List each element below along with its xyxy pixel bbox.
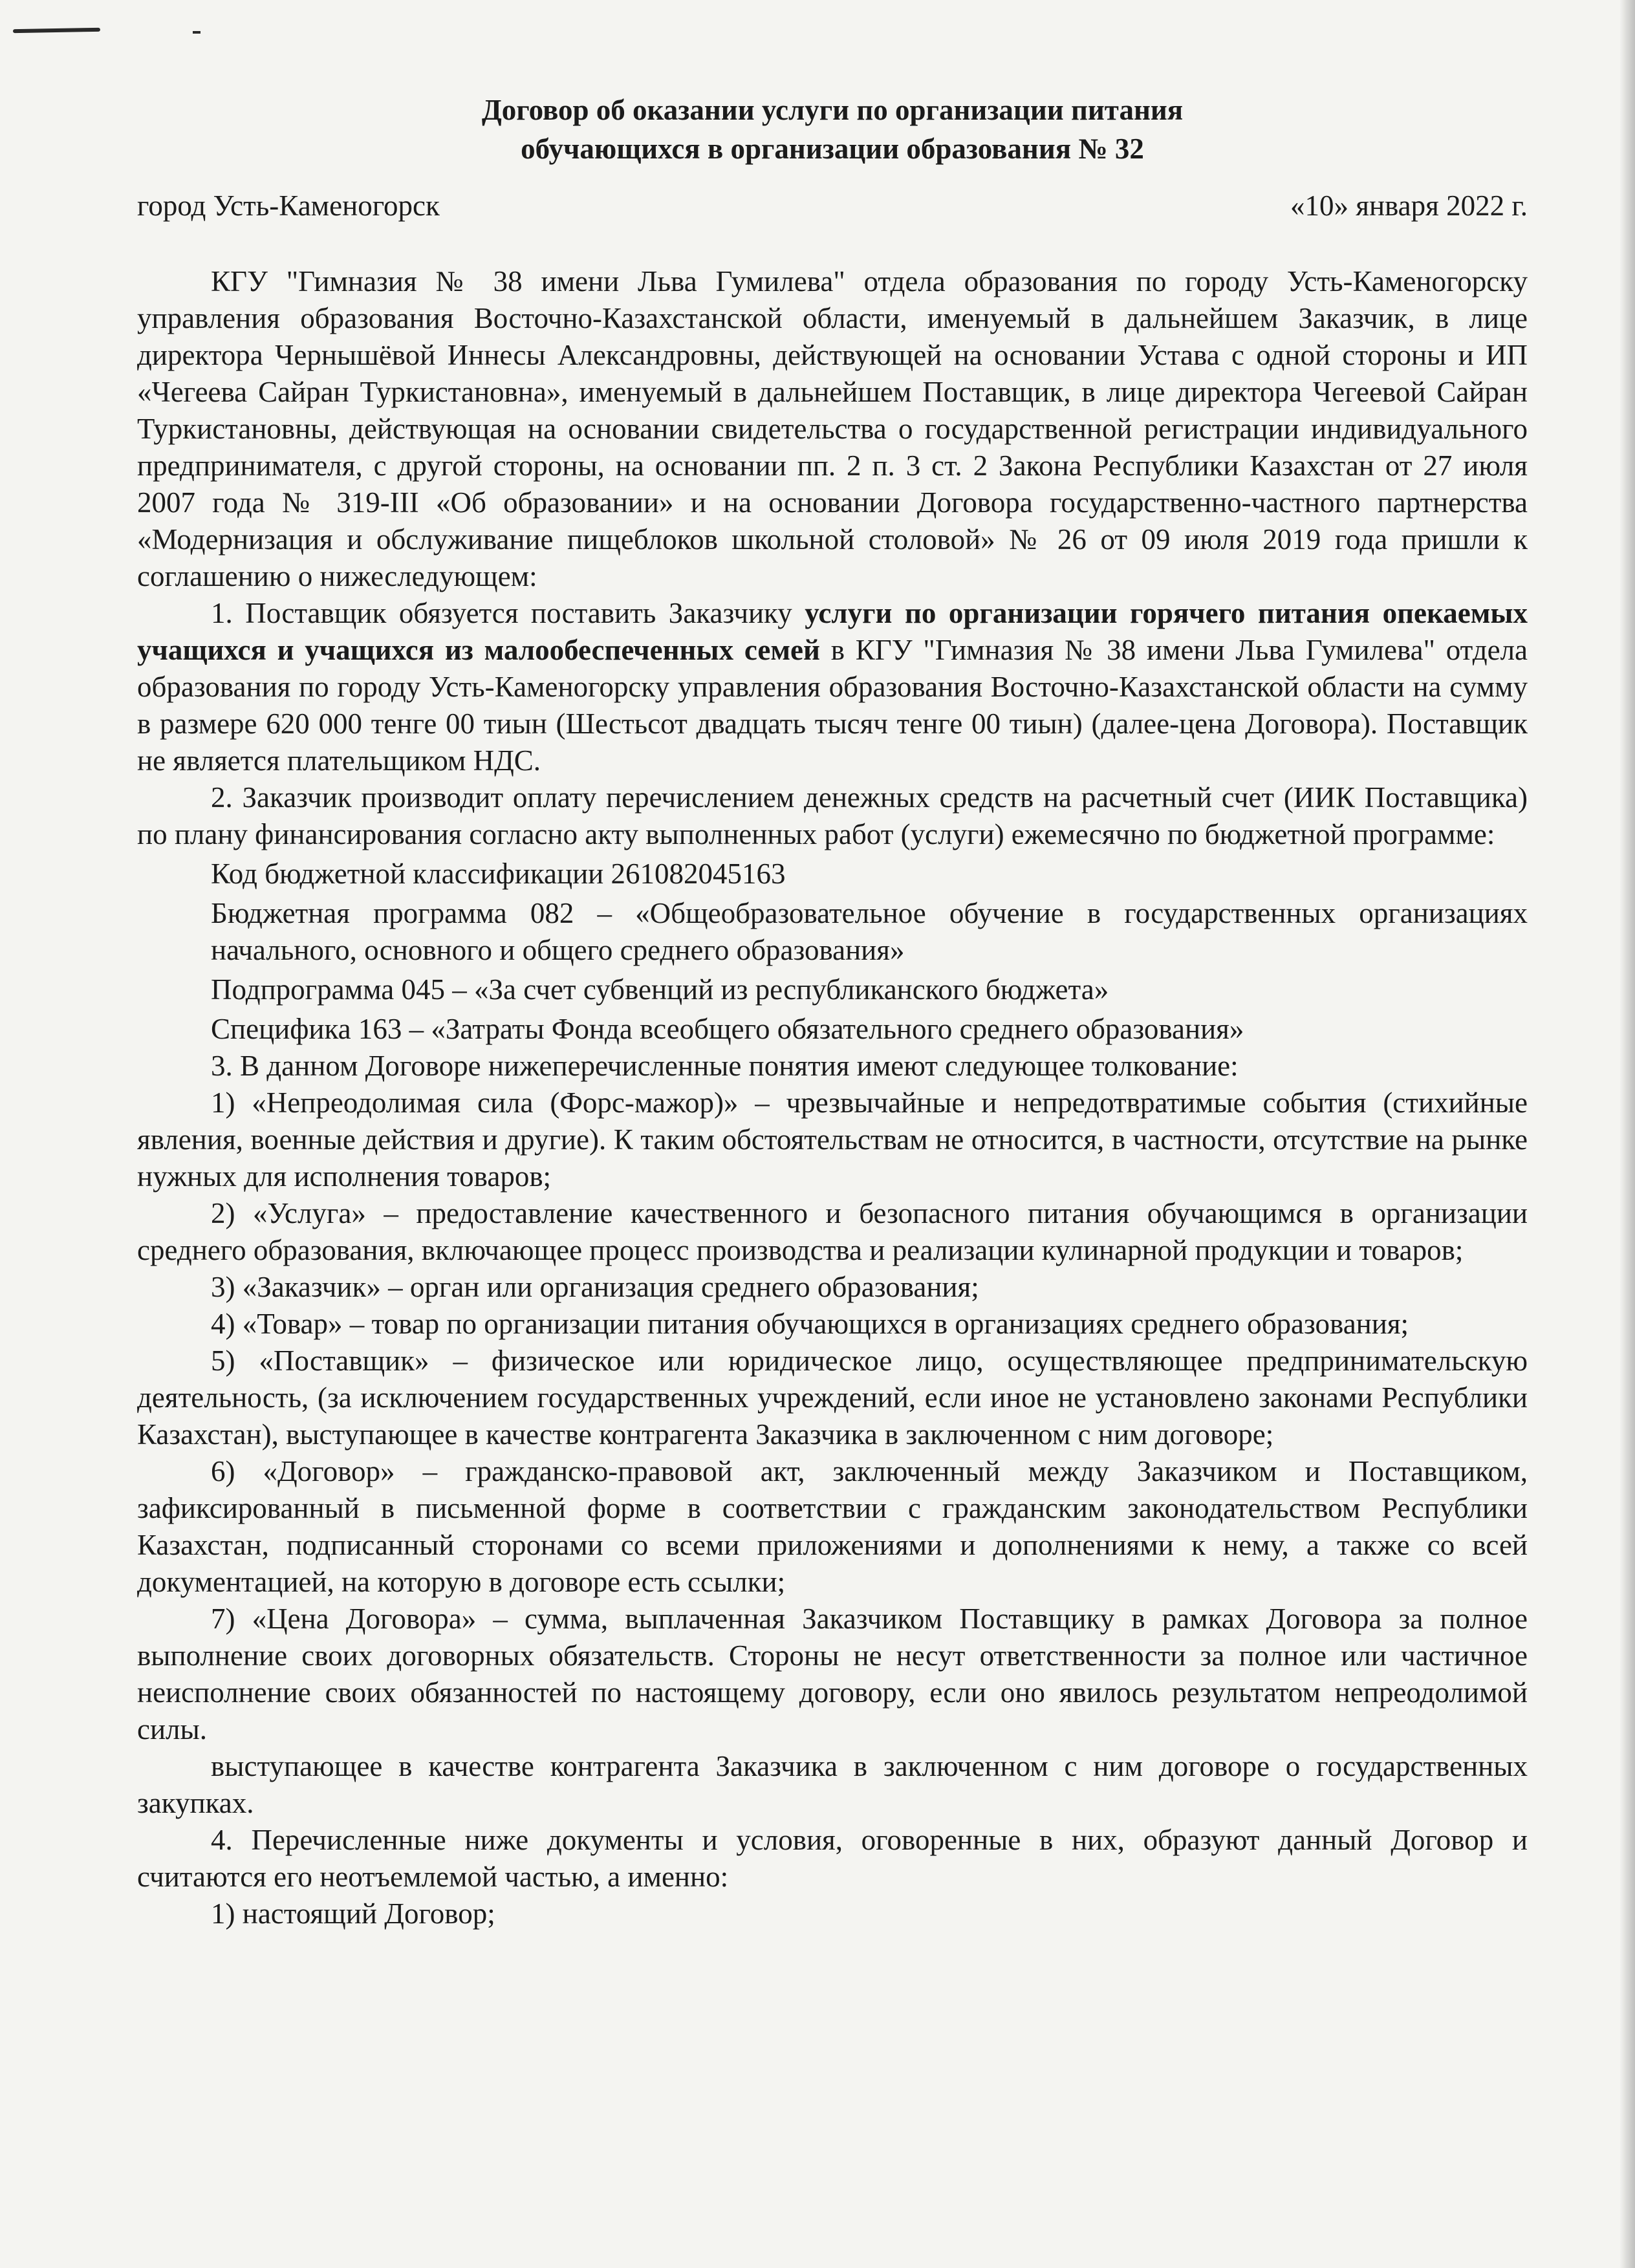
budget-code: Код бюджетной классификации 261082045163 <box>211 858 786 890</box>
clause-3: 3. В данном Договоре нижеперечисленные понятия имеют следующее толкование: <box>211 1050 1239 1082</box>
budget-specific: Специфика 163 – «Затраты Фонда всеобщего обязательного среднего образования» <box>211 1013 1244 1045</box>
clause-4-item-1: 1) настоящий Договор; <box>211 1897 495 1930</box>
document-title <box>137 91 1528 168</box>
clause-1-bold: услуги по организации горячего питания опекаемых учащихся и учащихся из малообеспеченных семей <box>137 597 1528 666</box>
clause-4: 4. Перечисленные ниже документы и условия, оговоренные в них, образуют данный Договор и считаются его неотъемлемой частью, а именно: <box>137 1824 1528 1893</box>
title-line-1: Договор об оказании услуги по организации питания <box>481 94 1184 126</box>
document-body <box>137 91 1528 1932</box>
definition-item: 5) «Поставщик» – физическое или юридическое лицо, осуществляющее предпринимательскую деятельность, (за исключением государственных учреждений, если иное не установлено законами Республики Казахстан), выступающее в качестве контрагента Заказчика в заключенном с ним договоре; <box>137 1345 1528 1451</box>
definition-item: 3) «Заказчик» – орган или организация среднего образования; <box>211 1271 979 1303</box>
pen-mark <box>13 28 100 33</box>
city: город Усть-Каменогорск <box>137 189 440 222</box>
extra-paragraph: выступающее в качестве контрагента Заказчика в заключенном с ним договоре о государственных закупках. <box>137 1750 1528 1819</box>
place-date-row <box>137 188 1528 224</box>
clause-1-pre: 1. Поставщик обязуется поставить Заказчику <box>211 597 805 629</box>
definition-item: 2) «Услуга» – предоставление качественного и безопасного питания обучающимся в организации среднего образования, включающее процесс производства и реализации кулинарной продукции и товаров; <box>137 1197 1528 1266</box>
title-line-2: обучающихся в организации образования № 32 <box>521 133 1144 165</box>
budget-subprogram: Подпрограмма 045 – «За счет субвенций из республиканского бюджета» <box>211 973 1109 1006</box>
budget-program: Бюджетная программа 082 – «Общеобразовательное обучение в государственных организациях начального, основного и общего среднего образования» <box>211 897 1528 966</box>
definition-item: 7) «Цена Договора» – сумма, выплаченная Заказчиком Поставщику в рамках Договора за полное выполнение своих договорных обязательств. Стороны не несут ответственности за полное или частичное неисполнение своих обязанностей по настоящему договору, если оно явилось результатом непреодолимой силы. <box>137 1603 1528 1745</box>
definition-item: 1) «Непреодолимая сила (Форс-мажор)» – чрезвычайные и непредотвратимые события (стихийные явления, военные действия и другие). К таким обстоятельствам не относится, в частности, отсутствие на рынке нужных для исполнения товаров; <box>137 1086 1528 1193</box>
clause-2: 2. Заказчик производит оплату перечислением денежных средств на расчетный счет (ИИК Поставщика) по плану финансирования согласно акту выполненных работ (услуги) ежемесячно по бюджетной программе: <box>137 781 1528 850</box>
preamble: КГУ "Гимназия № 38 имени Льва Гумилева" отдела образования по городу Усть-Каменогорску управления образования Восточно-Казахстанской области, именуемый в дальнейшем Заказчик, в лице директора Чернышёвой Иннесы Александровны, действующей на основании Устава с одной стороны и ИП «Чегеева Сайран Туркистановна», именуемый в дальнейшем Поставщик, в лице директора Чегеевой Сайран Туркистановны, действующая на основании свидетельства о государственной регистрации индивидуального предпринимателя, с другой стороны, на основании пп. 2 п. 3 ст. 2 Закона Республики Казахстан от 27 июля 2007 года № 319-III «Об образовании» и на основании Договора государственно-частного партнерства «Модернизация и обслуживание пищеблоков школьной столовой» № 26 от 09 июля 2019 года пришли к соглашению о нижеследующем: <box>137 265 1528 592</box>
definition-item: 4) «Товар» – товар по организации питания обучающихся в организациях среднего образования; <box>211 1308 1409 1340</box>
pen-mark-small <box>193 31 200 34</box>
contract-date: «10» января 2022 г. <box>1290 189 1528 222</box>
definition-item: 6) «Договор» – гражданско-правовой акт, заключенный между Заказчиком и Поставщиком, зафиксированный в письменной форме в соответствии с гражданским законодательством Республики Казахстан, подписанный сторонами со всеми приложениями и дополнениями к нему, а также со всей документацией, на которую в договоре есть ссылки; <box>137 1455 1528 1598</box>
clause-1 <box>137 595 1528 779</box>
clause-1-post: в КГУ "Гимназия № 38 имени Льва Гумилева" отдела образования по городу Усть-Каменогорску управления образования Восточно-Казахстанской области на сумму в размере 620 000 тенге 00 тиын (Шестьсот двадцать тысяч тенге 00 тиын) (далее-цена Договора). Поставщик не является плательщиком НДС. <box>137 634 1528 777</box>
